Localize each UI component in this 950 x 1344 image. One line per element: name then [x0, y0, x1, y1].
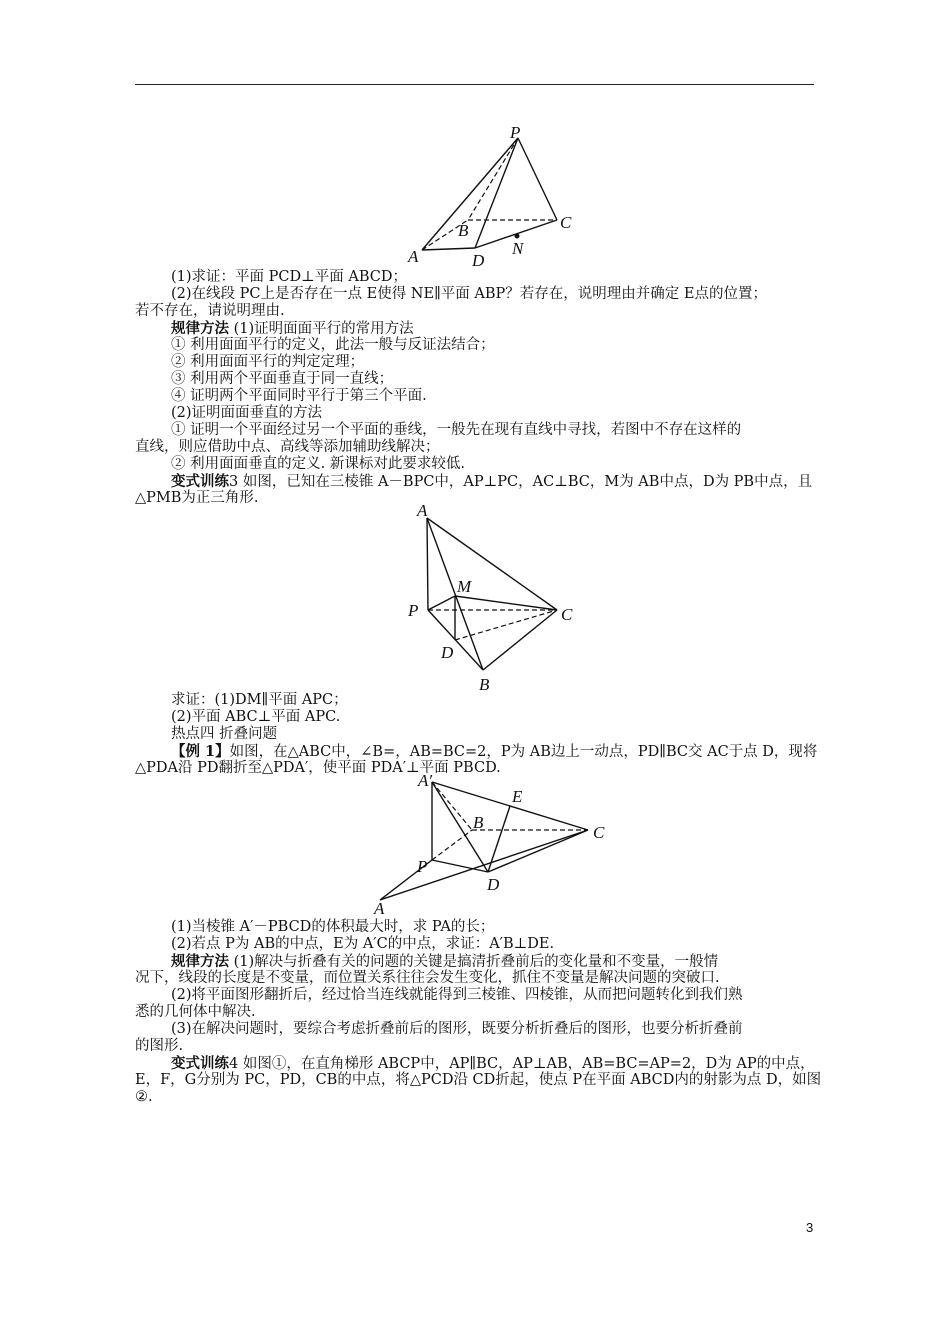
label-a: A — [374, 899, 385, 918]
text-line: 规律方法 (1)证明面面平行的常用方法 — [171, 320, 414, 337]
text-line: 直线，则应借助中点、高线等添加辅助线解决； — [135, 439, 440, 455]
label-c: C — [593, 823, 605, 842]
text-line: 悉的几何体中解决. — [135, 1004, 256, 1020]
label-d: D — [487, 875, 500, 894]
heading-exercise: 变式训练 — [171, 473, 229, 490]
text-line: (1)求证：平面 PCD⊥平面 ABCD； — [171, 269, 407, 285]
text-line: △PDA沿 PD翻折至△PDA′，使平面 PDA′⊥平面 PBCD. — [135, 760, 501, 776]
text-line: (2)若点 P为 AB的中点，E为 A′C的中点，求证：A′B⊥DE. — [171, 936, 555, 952]
page-number: 3 — [806, 1220, 814, 1235]
label-p: P — [417, 857, 428, 876]
label-c: C — [561, 605, 573, 624]
text-line: 变式训练3 如图，已知在三棱锥 A－BPC中，AP⊥PC，AC⊥BC，M为 AB中点，D为 PB中点，且 — [171, 473, 813, 490]
figure-folded-pyramid — [370, 771, 620, 918]
label-d: D — [472, 251, 485, 270]
text-line: 【例 1】如图，在△ABC中，∠B=，AB=BC=2，P为 AB边上一动点，PD∥BC交 AC于点 D，现将 — [171, 743, 818, 760]
text-line: (2)将平面图形翻折后，经过恰当连线就能得到三棱锥、四棱锥，从而把问题转化到我们熟 — [171, 987, 743, 1003]
text-line: (2)在线段 PC上是否存在一点 E使得 NE∥平面 ABP？若存在，说明理由并确定 E点的位置； — [171, 286, 767, 302]
label-b: B — [473, 813, 484, 832]
text-line: △PMB为正三角形. — [135, 490, 259, 506]
section-heading: 热点四 折叠问题 — [171, 726, 278, 742]
text-line: 变式训练4 如图①，在直角梯形 ABCP中，AP∥BC，AP⊥AB，AB=BC=AP=2，D为 AP的中点， — [171, 1055, 815, 1072]
text-line: ② 利用面面平行的判定定理； — [171, 354, 365, 370]
heading-example: 【例 1】 — [171, 743, 230, 760]
heading-exercise: 变式训练 — [171, 1055, 229, 1072]
figure-pyramid-pabcd — [400, 120, 590, 270]
text-line: ②. — [135, 1089, 153, 1105]
label-a: A — [408, 247, 419, 266]
heading-method: 规律方法 — [171, 953, 229, 970]
text-line: 求证：(1)DM∥平面 APC； — [171, 692, 348, 708]
label-p: P — [408, 601, 419, 620]
heading-method: 规律方法 — [171, 320, 229, 337]
text-line: 规律方法 (1)解决与折叠有关的问题的关键是搞清折叠前后的变化量和不变量，一般情 — [171, 953, 719, 970]
text-line: 况下，线段的长度是不变量，而位置关系往往会发生变化，抓住不变量是解决问题的突破口. — [135, 970, 720, 986]
text-line: ③ 利用两个平面垂直于同一直线； — [171, 371, 394, 387]
text-line: ① 证明一个平面经过另一个平面的垂线，一般先在现有直线中寻找，若图中不存在这样的 — [171, 422, 742, 438]
header-rule — [135, 84, 814, 85]
text-line: 若不存在，请说明理由. — [135, 303, 285, 319]
figure-tetrahedron-abpc — [405, 500, 585, 695]
label-a-prime: A′ — [418, 771, 433, 790]
text-line: E，F，G分别为 PC，PD，CB的中点，将△PCD沿 CD折起，使点 P在平面 ABCD内的射影为点 D，如图 — [135, 1072, 822, 1088]
text-line: ② 利用面面垂直的定义. 新课标对此要求较低. — [171, 456, 465, 472]
text-line: (1)当棱锥 A′－PBCD的体积最大时，求 PA的长； — [171, 919, 495, 935]
label-m: M — [457, 577, 472, 596]
label-b: B — [479, 675, 490, 694]
text-line: (3)在解决问题时，要综合考虑折叠前后的图形，既要分析折叠后的图形，也要分析折叠前 — [171, 1021, 743, 1037]
text-line: (2)平面 ABC⊥平面 APC. — [171, 709, 341, 725]
label-c: C — [560, 213, 572, 232]
label-d: D — [441, 643, 454, 662]
label-a: A — [417, 501, 428, 520]
text-line: ① 利用面面平行的定义，此法一般与反证法结合； — [171, 337, 495, 353]
label-b: B — [458, 221, 469, 240]
text-line: 的图形. — [135, 1038, 184, 1054]
label-e: E — [512, 787, 523, 806]
text-line: (2)证明面面垂直的方法 — [171, 405, 323, 421]
label-p: P — [510, 123, 521, 142]
text-line: ④ 证明两个平面同时平行于第三个平面. — [171, 388, 427, 404]
label-n: N — [512, 239, 524, 258]
